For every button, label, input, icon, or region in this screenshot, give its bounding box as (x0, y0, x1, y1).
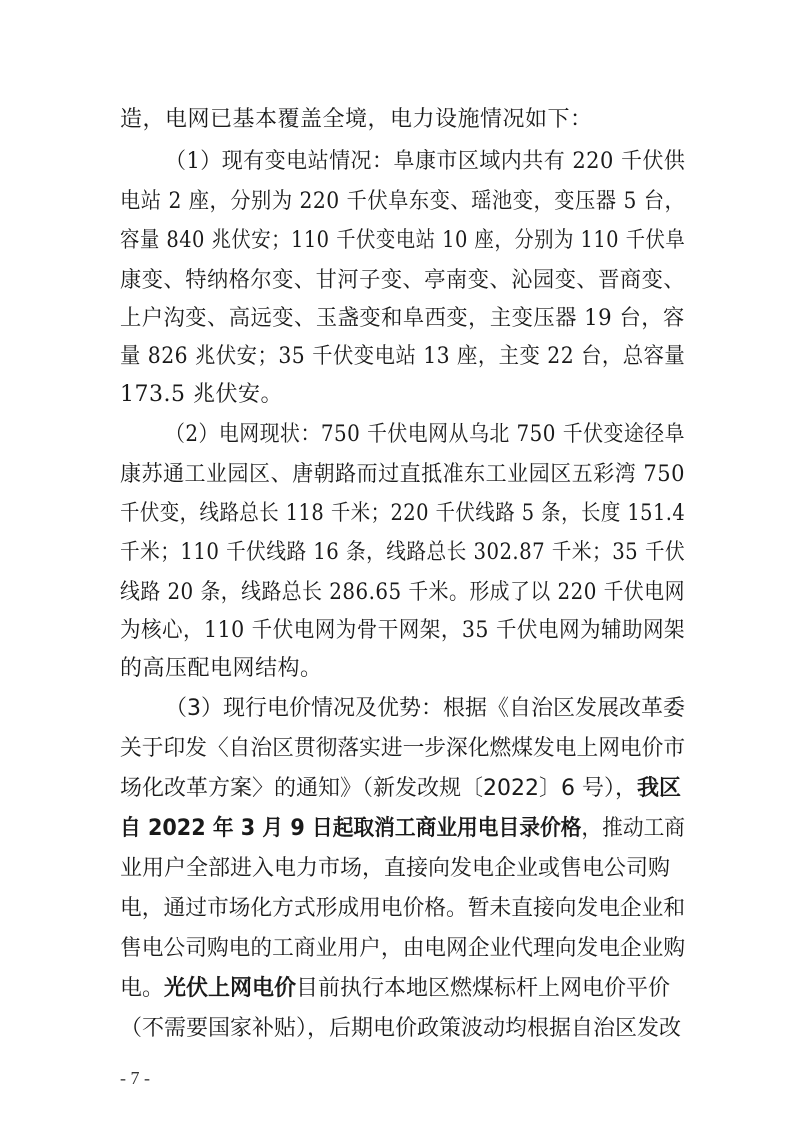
text-line: 售电公司购电的工商业用户，由电网企业代理向发电企业购 (120, 936, 686, 961)
text-line: （3）现行电价情况及优势：根据《自治区发展改革委 (165, 696, 685, 721)
bold-text: 我区 (636, 776, 681, 801)
text-line: 容量 840 兆伏安；110 千伏变电站 10 座，分别为 110 千伏阜 (120, 228, 686, 253)
text-line: （不需要国家补贴），后期电价政策波动均根据自治区发改 (120, 1016, 682, 1041)
text-line: 电站 2 座，分别为 220 千伏阜东变、瑶池变，变压器 5 台， (120, 189, 686, 214)
text-segment: 场化改革方案〉的通知》（新发改规〔2022〕6 号）， (120, 776, 637, 801)
text-line (120, 772, 681, 806)
bold-text: 光伏上网电价 (164, 976, 297, 1001)
text-line: 千伏变，线路总长 118 千米；220 千伏线路 5 条，长度 151.4 (120, 501, 686, 526)
text-line: 上户沟变、高远变、玉盏变和阜西变，主变压器 19 台，容 (120, 306, 685, 331)
text-line: 量 826 兆伏安；35 千伏变电站 13 座，主变 22 台，总容量 (120, 344, 686, 369)
text-line: （1）现有变电站情况：阜康市区域内共有 220 千伏供 (165, 149, 686, 174)
text-line: （2）电网现状：750 千伏电网从乌北 750 千伏变途径阜 (165, 422, 686, 447)
text-line: 康苏通工业园区、唐朝路而过直抵准东工业园区五彩湾 750 (120, 462, 685, 487)
text-line (120, 972, 670, 1006)
text-line: 的高压配电网结构。 (120, 656, 323, 681)
text-line: 173.5 兆伏安。 (120, 382, 283, 407)
page-number: - 7 - (120, 1068, 150, 1088)
text-segment: 电。 (120, 976, 165, 1001)
text-line (120, 812, 685, 846)
text-line: 业用户全部进入电力市场，直接向发电企业或售电公司购 (120, 856, 671, 881)
text-line: 电，通过市场化方式形成用电价格。暂未直接向发电企业和 (120, 896, 686, 921)
text-line: 康变、特纳格尔变、甘河子变、亭南变、沁园变、晋商变、 (120, 268, 686, 293)
text-line: 关于印发〈自治区贯彻落实进一步深化燃煤发电上网电价市 (120, 736, 686, 761)
text-line: 线路 20 条，线路总长 286.65 千米。形成了以 220 千伏电网 (120, 580, 685, 605)
text-line: 千米；110 千伏线路 16 条，线路总长 302.87 千米；35 千伏 (120, 540, 686, 565)
text-line: 为核心，110 千伏电网为骨干网架，35 千伏电网为辅助网架 (120, 618, 686, 643)
text-segment: ，推动工商 (581, 816, 686, 841)
text-segment: 目前执行本地区燃煤标杆上网电价平价 (296, 976, 671, 1001)
bold-text: 自 2022 年 3 月 9 日起取消工商业用电目录价格 (120, 816, 582, 841)
text-line: 造，电网已基本覆盖全境，电力设施情况如下： (120, 107, 593, 132)
